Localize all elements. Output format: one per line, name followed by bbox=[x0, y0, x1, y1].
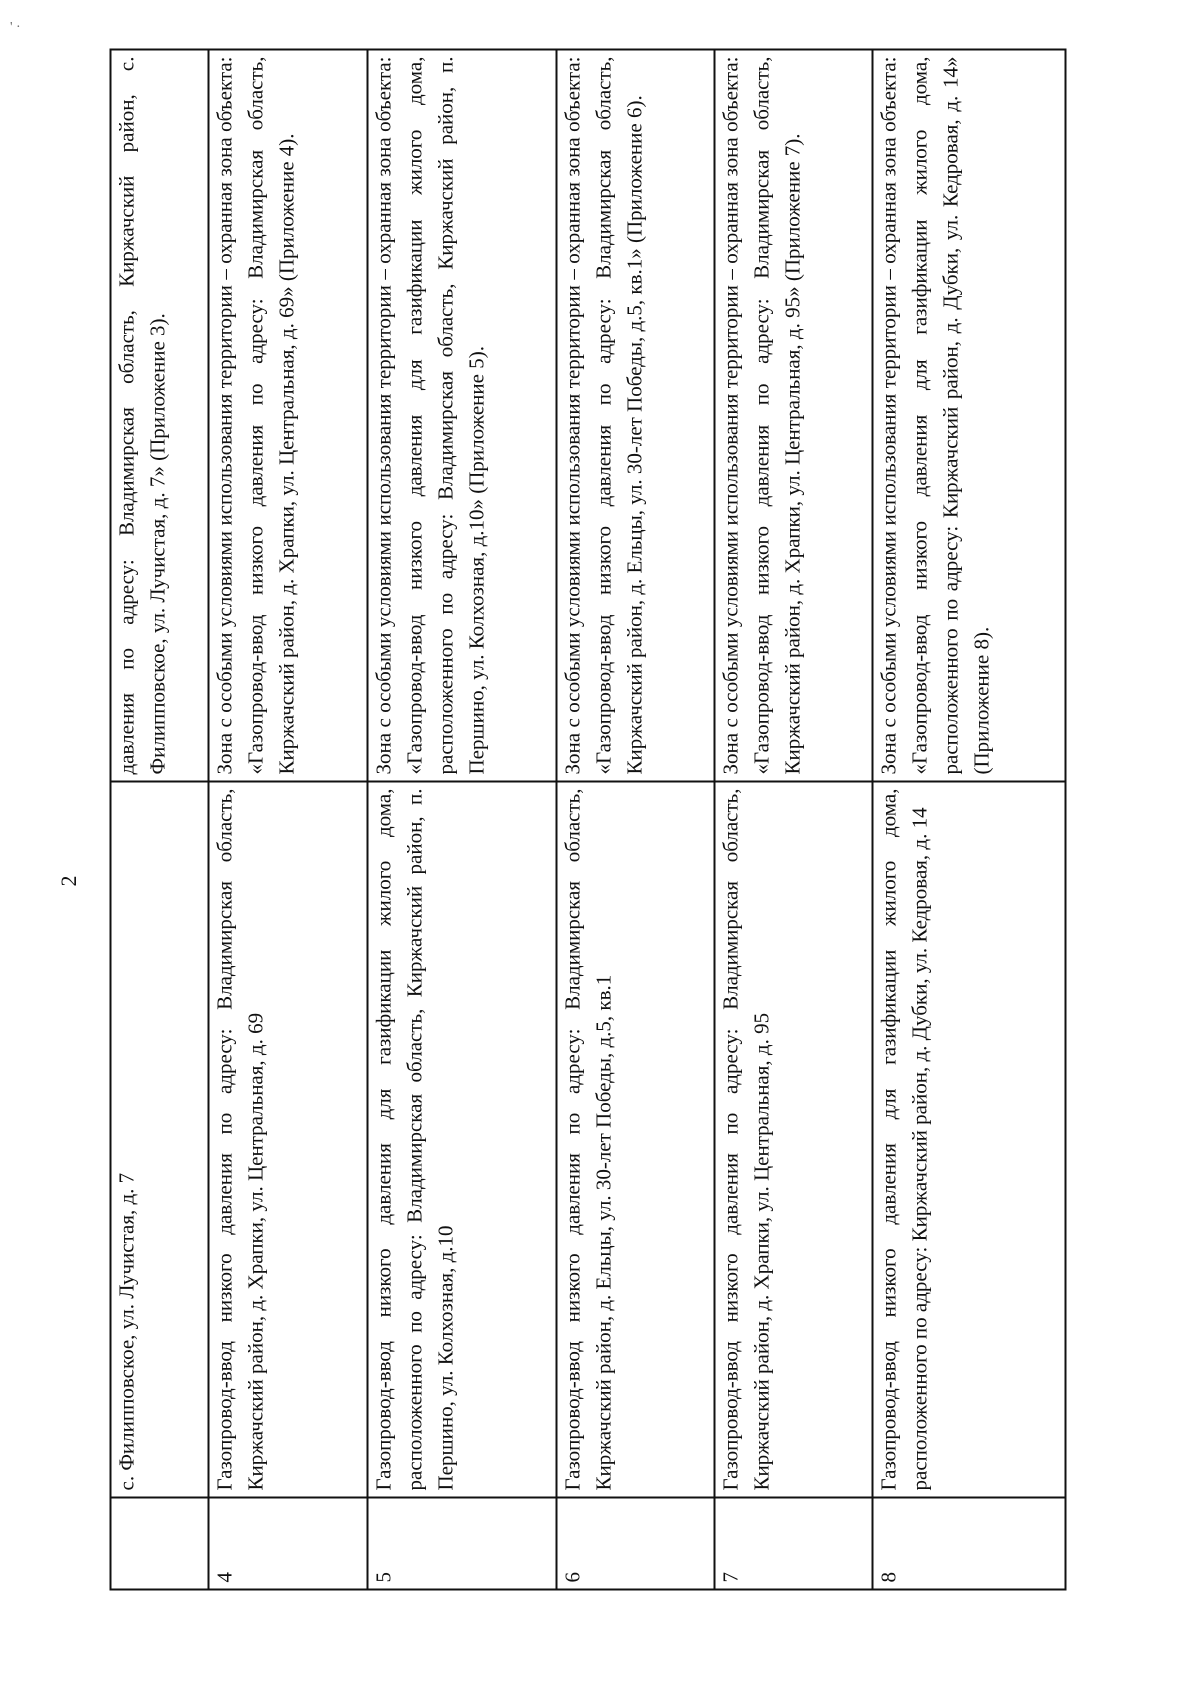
row-number-cell: 8 bbox=[873, 1498, 1066, 1590]
table-row bbox=[111, 50, 209, 1590]
zone-cell: Зона с особыми условиями использования территории – охранная зона объекта: «Газопровод-ввод низкого давления для газификации жилого дома, расположенного по адресу: Владимирская область, Киржачский район, п. Першино, ул. Колхозная, д.10» (Приложение 5). bbox=[368, 50, 557, 782]
zone-cell: Зона с особыми условиями использования территории – охранная зона объекта: «Газопровод-ввод низкого давления по адресу: Владимирская область, Киржачский район, д. Ельцы, ул. 30-лет Победы, д.5, кв.1» (Приложение 6). bbox=[557, 50, 715, 782]
page-number: 2 bbox=[56, 875, 81, 887]
row-number-cell bbox=[111, 1498, 209, 1590]
object-cell: Газопровод-ввод низкого давления по адресу: Владимирская область, Киржачский район, д. Храпки, ул. Центральная, д. 69 bbox=[209, 782, 368, 1498]
row-number-cell: 4 bbox=[209, 1498, 368, 1590]
zone-cell: Зона с особыми условиями использования территории – охранная зона объекта: «Газопровод-ввод низкого давления по адресу: Владимирская область, Киржачский район, д. Храпки, ул. Центральная, д. 69» (Приложение 4). bbox=[209, 50, 368, 782]
object-cell: Газопровод-ввод низкого давления по адресу: Владимирская область, Киржачский район, д. Ельцы, ул. 30-лет Победы, д.5, кв.1 bbox=[557, 782, 715, 1498]
zone-cell: Зона с особыми условиями использования территории – охранная зона объекта: «Газопровод-ввод низкого давления для газификации жилого дома, расположенного по адресу: Киржачский район, д. Дубки, ул. Кедровая, д. 14» (Приложение 8). bbox=[873, 50, 1066, 782]
table-row bbox=[873, 50, 1066, 1590]
scan-specks: ' · bbox=[10, 20, 21, 35]
object-cell: Газопровод-ввод низкого давления по адресу: Владимирская область, Киржачский район, д. Храпки, ул. Центральная, д. 95 bbox=[715, 782, 873, 1498]
table-row bbox=[557, 50, 715, 1590]
zone-cell: Зона с особыми условиями использования территории – охранная зона объекта: «Газопровод-ввод низкого давления по адресу: Владимирская область, Киржачский район, д. Храпки, ул. Центральная, д. 95» (Приложение 7). bbox=[715, 50, 873, 782]
row-number-cell: 5 bbox=[368, 1498, 557, 1590]
row-number-cell: 6 bbox=[557, 1498, 715, 1590]
object-cell: Газопровод-ввод низкого давления для газификации жилого дома, расположенного по адресу: Владимирская область, Киржачский район, п. Першино, ул. Колхозная, д.10 bbox=[368, 782, 557, 1498]
table-row bbox=[368, 50, 557, 1590]
object-cell: Газопровод-ввод низкого давления для газификации жилого дома, расположенного по адресу: Киржачский район, д. Дубки, ул. Кедровая, д. 14 bbox=[873, 782, 1066, 1498]
zone-cell: давления по адресу: Владимирская область, Киржачский район, с. Филипповское, ул. Лучистая, д. 7» (Приложение 3). bbox=[111, 50, 209, 782]
row-number-cell: 7 bbox=[715, 1498, 873, 1590]
table-row bbox=[715, 50, 873, 1590]
zones-table bbox=[110, 49, 1067, 1591]
object-cell: с. Филипповское, ул. Лучистая, д. 7 bbox=[111, 782, 209, 1498]
table-row bbox=[209, 50, 368, 1590]
